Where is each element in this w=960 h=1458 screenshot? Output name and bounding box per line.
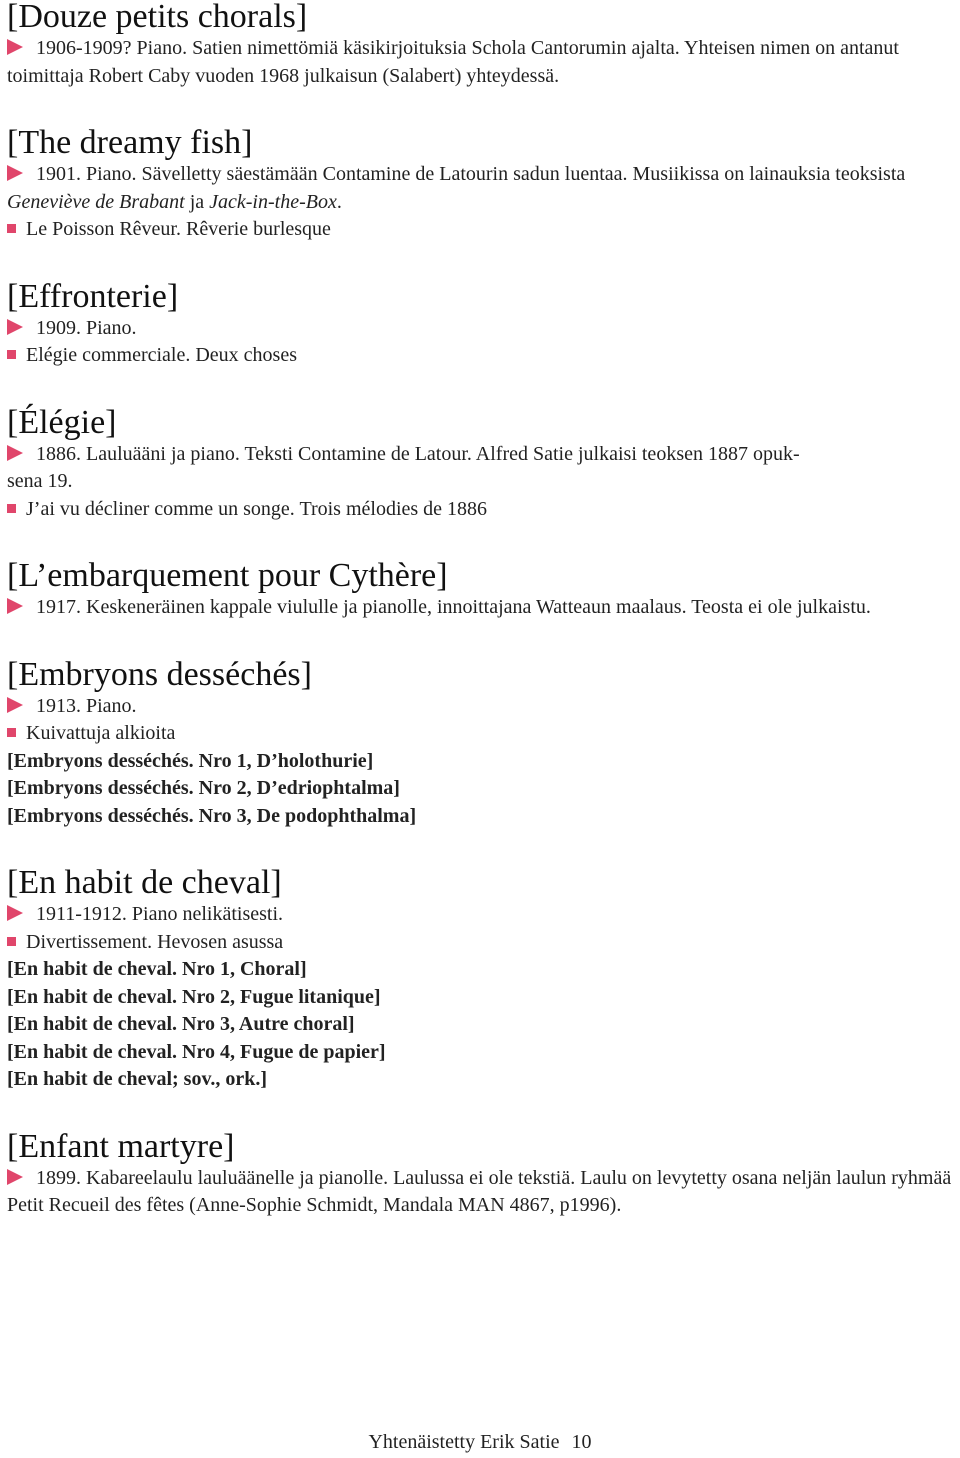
entry-douze-petits-chorals: [7, 0, 957, 90]
entry-info: [7, 594, 957, 622]
entry-part: [En habit de cheval. Nro 4, Fugue de papier]: [7, 1040, 386, 1063]
entry-part: [En habit de cheval. Nro 2, Fugue litanique]: [7, 985, 381, 1008]
square-bullet-icon: [7, 350, 16, 359]
entry-heading: [En habit de cheval]: [7, 864, 282, 901]
entry-heading: [Embryons desséchés]: [7, 655, 312, 693]
work-title-italic: Jack-in-the-Box: [209, 190, 337, 213]
entry-info-text: ja: [184, 190, 210, 213]
entry-info: [7, 441, 957, 469]
triangle-right-icon: [7, 697, 23, 713]
entry-info: [7, 315, 957, 343]
entry-info-text: 1886. Lauluääni ja piano. Teksti Contamine de Latour. Alfred Satie julkaisi teoksen 1887 opuk-: [36, 442, 800, 465]
entry-enfant-martyre: [7, 1129, 957, 1220]
entry-alt-text: J’ai vu décliner comme un songe. Trois mélodies de 1886: [26, 497, 488, 520]
entry-alt-text: Elégie commerciale. Deux choses: [26, 344, 297, 366]
entry-the-dreamy-fish: [7, 125, 957, 244]
triangle-right-icon: [7, 39, 23, 55]
square-bullet-icon: [7, 504, 16, 513]
page-number: 10: [571, 1431, 592, 1453]
entry-heading: [Enfant martyre]: [7, 1127, 235, 1165]
square-bullet-icon: [7, 728, 16, 737]
entry-alt-title: [7, 342, 957, 370]
entry-l-embarquement-pour-cythere: [7, 558, 957, 622]
entry-info-continued: sena 19.: [7, 470, 73, 492]
entry-info-text: 1906-1909? Piano. Satien nimettömiä käsikirjoituksia Schola Cantorumin ajalta. Yhteisen nimen on antanut toimittaja Robert Caby vuoden 1968 julkaisun (Salabert) yhteydessä.: [7, 37, 899, 87]
triangle-right-icon: [7, 165, 23, 181]
entry-alt-text: Le Poisson Rêveur. Rêverie burlesque: [26, 218, 331, 240]
entry-heading: [L’embarquement pour Cythère]: [7, 557, 448, 594]
entry-info-text: 1911-1912. Piano nelikätisesti.: [36, 903, 284, 925]
entry-info: [7, 693, 957, 721]
entry-heading: [Douze petits chorals]: [7, 0, 308, 35]
entry-info: [7, 35, 957, 90]
entry-info: [7, 161, 957, 216]
entry-part: [Embryons desséchés. Nro 1, D’holothurie]: [7, 749, 374, 772]
triangle-right-icon: [7, 445, 23, 461]
entry-effronterie: [7, 279, 957, 370]
document-page: [7, 0, 957, 1220]
entry-info: [7, 1165, 957, 1220]
entry-embryons-desseches: [7, 657, 957, 831]
entry-info: [7, 901, 957, 929]
entry-info-text: .: [336, 190, 342, 213]
entry-heading: [Élégie]: [7, 403, 117, 441]
entry-alt-title: [7, 720, 957, 748]
entry-part: [En habit de cheval; sov., ork.]: [7, 1068, 268, 1090]
entry-part: [En habit de cheval. Nro 1, Choral]: [7, 958, 307, 980]
square-bullet-icon: [7, 937, 16, 946]
page-footer: [0, 1429, 960, 1455]
entry-en-habit-de-cheval: [7, 865, 957, 1094]
entry-info-text: 1909. Piano.: [36, 316, 137, 339]
triangle-right-icon: [7, 905, 23, 921]
entry-elegie: [7, 405, 957, 524]
entry-alt-title: [7, 216, 957, 244]
entry-info-text: 1899. Kabareelaulu lauluäänelle ja pianolle. Laulussa ei ole tekstiä. Laulu on levytetty osana neljän laulun ryhmää Petit Recueil des fêtes (Anne-Sophie Schmidt, Mandala MAN 4867, p1996).: [7, 1166, 952, 1216]
entry-info-text: 1901. Piano. Sävelletty säestämään Contamine de Latourin sadun luentaa. Musiikissa on lainauksia teoksista: [36, 163, 906, 185]
entry-alt-text: Divertissement. Hevosen asussa: [26, 930, 284, 953]
footer-title: Yhtenäistetty Erik Satie: [368, 1431, 560, 1453]
entry-part: [En habit de cheval. Nro 3, Autre choral]: [7, 1013, 355, 1035]
entry-info-text: 1917. Keskeneräinen kappale viululle ja pianolle, innoittajana Watteaun maalaus. Teosta ei ole julkaistu.: [36, 596, 871, 618]
entry-alt-title: [7, 496, 957, 524]
entry-part: [Embryons desséchés. Nro 3, De podophthalma]: [7, 804, 417, 827]
work-title-italic: Geneviève de Brabant: [7, 190, 185, 213]
triangle-right-icon: [7, 319, 23, 335]
triangle-right-icon: [7, 1169, 23, 1185]
square-bullet-icon: [7, 224, 16, 233]
entry-alt-text: Kuivattuja alkioita: [26, 722, 176, 744]
entry-alt-title: [7, 929, 957, 957]
entry-heading: [The dreamy fish]: [7, 124, 253, 161]
entry-info-text: 1913. Piano.: [36, 694, 137, 717]
entry-heading: [Effronterie]: [7, 277, 179, 315]
entry-part: [Embryons desséchés. Nro 2, D’edriophtalma]: [7, 777, 400, 799]
triangle-right-icon: [7, 598, 23, 614]
